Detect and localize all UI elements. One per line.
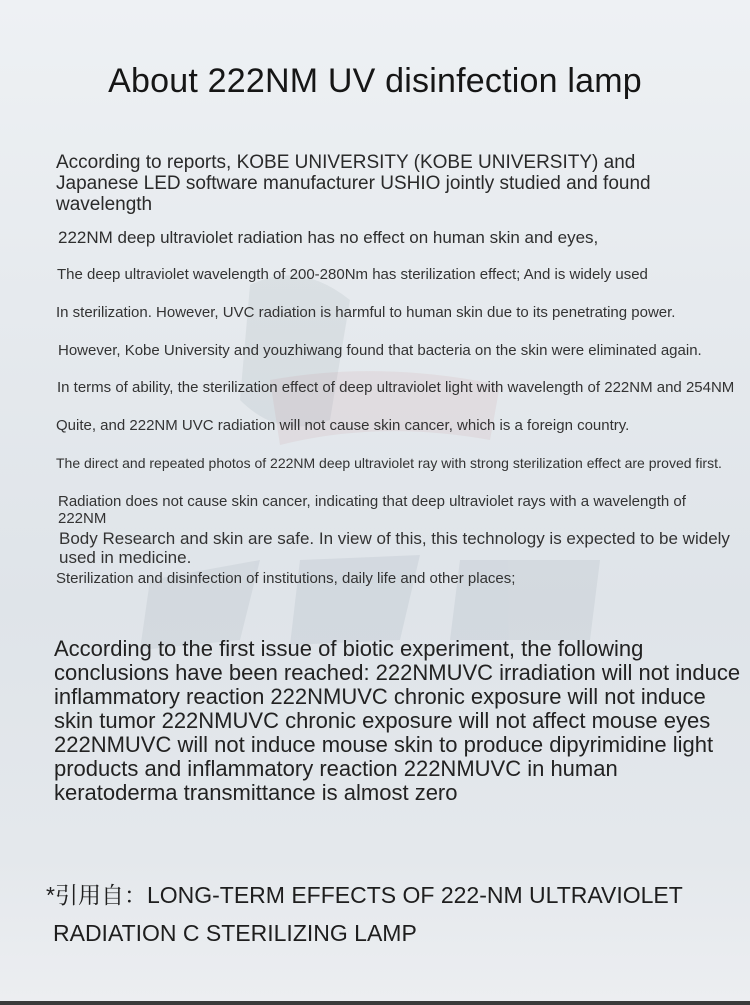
body-paragraph: In terms of ability, the sterilization effect of deep ultraviolet light with wavelength of 222NM and 254NM — [57, 379, 735, 396]
citation — [46, 876, 736, 952]
body-paragraph: Sterilization and disinfection of institutions, daily life and other places; — [56, 570, 516, 587]
body-paragraph: Quite, and 222NM UVC radiation will not cause skin cancer, which is a foreign country. — [56, 417, 630, 434]
citation-line-2: RADIATION C STERILIZING LAMP — [53, 920, 417, 946]
body-paragraph: The direct and repeated photos of 222NM deep ultraviolet ray with strong sterilization effect are proved first. — [56, 455, 722, 471]
body-paragraph: The deep ultraviolet wavelength of 200-280Nm has sterilization effect; And is widely used — [57, 266, 648, 283]
body-paragraph: However, Kobe University and youzhiwang found that bacteria on the skin were eliminated again. — [58, 342, 702, 359]
intro-paragraph: According to reports, KOBE UNIVERSITY (KOBE UNIVERSITY) and Japanese LED software manufacturer USHIO jointly studied and found wavelength — [56, 152, 651, 215]
bottom-divider — [0, 1001, 750, 1005]
claim-line: 222NM deep ultraviolet radiation has no effect on human skin and eyes, — [58, 228, 599, 247]
body-paragraph: In sterilization. However, UVC radiation is harmful to human skin due to its penetrating power. — [56, 304, 676, 321]
page-title: About 222NM UV disinfection lamp — [108, 62, 642, 100]
body-paragraph: Body Research and skin are safe. In view of this, this technology is expected to be widely used in medicine. — [59, 529, 730, 567]
conclusion-paragraph: According to the first issue of biotic experiment, the following conclusions have been reached: 222NMUVC irradiation will not induce inflammatory reaction 222NMUVC chronic exposure will not induce skin tumor 222NMUVC chronic exposure will not affect mouse eyes 222NMUVC will not induce mouse skin to produce dipyrimidine light products and inflammatory reaction 222NMUVC in human keratoderma transmittance is almost zero — [54, 636, 741, 805]
body-paragraph: Radiation does not cause skin cancer, indicating that deep ultraviolet rays with a wavelength of 222NM — [58, 493, 686, 527]
citation-line-1: *引用自：LONG-TERM EFFECTS OF 222-NM ULTRAVIOLET — [46, 882, 683, 908]
